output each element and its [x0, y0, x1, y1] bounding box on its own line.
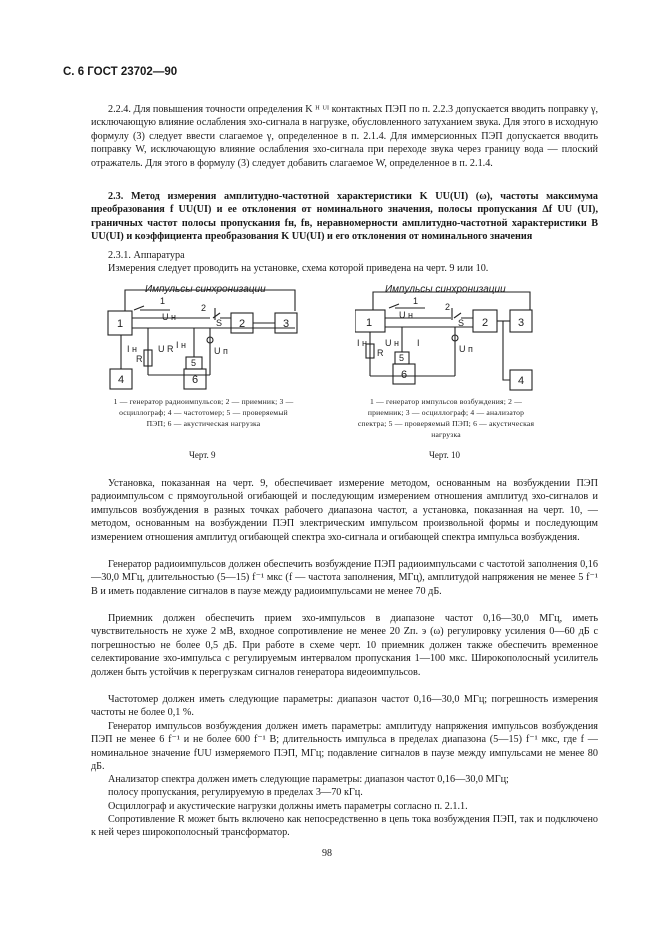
svg-text:4: 4 [118, 374, 125, 386]
figure-9-diagram [100, 280, 300, 395]
para-2-2-4: 2.2.4. Для повышения точности определения K ᴴ ᵁᴵ контактных ПЭП по п. 2.2.3 допускается вводить поправку γ, исключающую влияние ослабления эхо-сигнала в нагрузке, обусловленного затуханием звука. Для этого в исходную формулу (3) следует ввести слагаемое γ, определенное в п. 2.1.4. Для иммерсионных ПЭП допускается вводить поправку W, исключающую влияние ослабления эхо-сигнала при переходе звука через границу вода — плоский отражатель. Для этого в формулу (3) следует добавить слагаемое W, определенное в п. 2.1.4. [91, 104, 598, 169]
svg-text:2: 2 [482, 317, 489, 329]
figure-10-caption: 1 — генератор импульсов возбуждения; 2 — приемник; 3 — осциллограф; 4 — анализатор спектра; 5 — проверяемый ПЭП; 6 — акустическая нагрузка [357, 397, 535, 439]
svg-text:5: 5 [399, 353, 405, 363]
svg-text:5: 5 [191, 358, 197, 368]
para-receiver: Приемник должен обеспечить прием эхо-импульсов в диапазоне частот 0,16—30,0 МГц, иметь чувствительность не хуже 2 мВ, входное сопротивление не менее 20 Zп. э (ω) регулировку усиления 0—60 дБ с погрешностью не более 0,5 дБ. При работе в схеме черт. 10 приемник должен также обеспечить временное селектирование эхо-импульса с регулируемым интервалом пропускания 1—100 мкс. Широкополосный усилитель должен быть устойчив к перегрузкам сигналов генератора видеоимпульсов. [91, 613, 598, 678]
svg-text:R: R [377, 348, 384, 358]
svg-text:3: 3 [283, 318, 290, 330]
svg-text:U н: U н [385, 338, 399, 348]
para-generator: Генератор радиоимпульсов должен обеспечить возбуждение ПЭП радиоимпульсами с частотой заполнения 0,16—30,0 МГц, длительностью (5—15) f⁻¹ мкс (f — частота заполнения, МГц), амплитудой напряжения не менее 5 f⁻¹ В и иметь подавление сигналов в паузе между радиоимпульсами не менее 70 дБ. [91, 559, 598, 597]
svg-text:U п: U п [214, 346, 228, 356]
svg-text:I: I [417, 338, 420, 348]
svg-text:I н: I н [357, 338, 367, 348]
svg-text:2: 2 [201, 303, 207, 313]
page-header: С. 6 ГОСТ 23702—90 [63, 66, 178, 78]
svg-text:6: 6 [192, 374, 199, 386]
svg-text:U н: U н [399, 310, 413, 320]
svg-text:S: S [458, 318, 465, 328]
para-spectrum-analyzer: Анализатор спектра должен иметь следующие параметры: диапазон частот 0,16—30,0 МГц; [108, 774, 509, 785]
figure-9-caption: 1 — генератор радиоимпульсов; 2 — приемник; 3 — осциллограф; 4 — частотомер; 5 — проверяемый ПЭП; 6 — акустическая нагрузка [113, 397, 294, 428]
svg-text:U п: U п [459, 344, 473, 354]
svg-text:2: 2 [445, 302, 451, 312]
para-2-3-1-title: 2.3.1. Аппаратура [108, 250, 185, 261]
para-resistance: Сопротивление R может быть включено как непосредственно в цепь тока возбуждения ПЭП, так и подключено к ней через широкополосный трансформатор. [91, 814, 598, 839]
svg-text:1: 1 [413, 296, 419, 306]
svg-text:1: 1 [117, 318, 124, 330]
svg-text:3: 3 [518, 317, 525, 329]
para-bandwidth: полосу пропускания, регулируемую в пределах 3—70 кГц. [108, 787, 363, 798]
svg-text:R: R [136, 354, 143, 364]
para-oscilloscope: Осциллограф и акустические нагрузки должны иметь параметры согласно п. 2.1.1. [108, 801, 468, 812]
svg-text:I н: I н [176, 340, 186, 350]
para-excitation-generator: Генератор импульсов возбуждения должен иметь параметры: амплитуду напряжения импульсов возбуждения ПЭП не менее 6 f⁻¹ и не более 600 f⁻¹ В; длительность импульса в пределах диапазона (5—15) f⁻¹ мкс, где f — номинальное значение fUU измеряемого ПЭП, МГц; подавление сигналов в паузе между импульсами не менее 80 дБ. [91, 721, 598, 773]
fig10-title: Импульсы синхронизации [385, 284, 506, 295]
svg-text:1: 1 [366, 317, 373, 329]
svg-text:U н: U н [162, 312, 176, 322]
figure-10-label: Черт. 10 [429, 450, 460, 460]
para-2-3-heading: 2.3. Метод измерения амплитудно-частотной характеристики K UU(UI) (ω), частоты максимума преобразования f UU(UI) и ее отклонения от номинального значения, полосы пропускания Δf UU (UI), граничных частот полосы пропускания fн, fв, неравномерности амплитудно-частотной характеристики B UU(UI) и коэффициента преобразования K UU(UI) и его отклонения от номинального значения [91, 191, 598, 243]
svg-text:I н: I н [127, 344, 137, 354]
para-setup: Установка, показанная на черт. 9, обеспечивает измерение методом, основанным на возбуждении ПЭП радиоимпульсом с прямоугольной огибающей и последующим измерением отношения амплитуд эхо-сигналов и импульсов возбуждения в разных точках рабочего диапазона частот, а установка, показанная на черт. 10, — методом, основанным на возбуждении ПЭП электрическим импульсом произвольной формы и последующим измерением отношения амплитуд огибающей спектра эхо-сигнала и огибающей спектра импульса возбуждения. [91, 478, 598, 543]
svg-text:1: 1 [160, 296, 166, 306]
figure-9-label: Черт. 9 [189, 450, 216, 460]
para-frequency-meter: Частотомер должен иметь следующие параметры: диапазон частот 0,16—30,0 МГц; погрешность измерения частоты не более 0,1 %. [91, 694, 598, 719]
figure-10-diagram [355, 280, 555, 395]
page-number: 98 [322, 848, 332, 859]
svg-text:S: S [216, 318, 223, 328]
para-2-3-1-text: Измерения следует проводить на установке, схема которой приведена на черт. 9 или 10. [108, 263, 489, 274]
svg-text:6: 6 [401, 369, 408, 381]
svg-text:2: 2 [239, 318, 246, 330]
fig9-title: Импульсы синхронизации [145, 284, 266, 295]
svg-text:4: 4 [518, 375, 525, 387]
svg-text:U R: U R [158, 344, 174, 354]
